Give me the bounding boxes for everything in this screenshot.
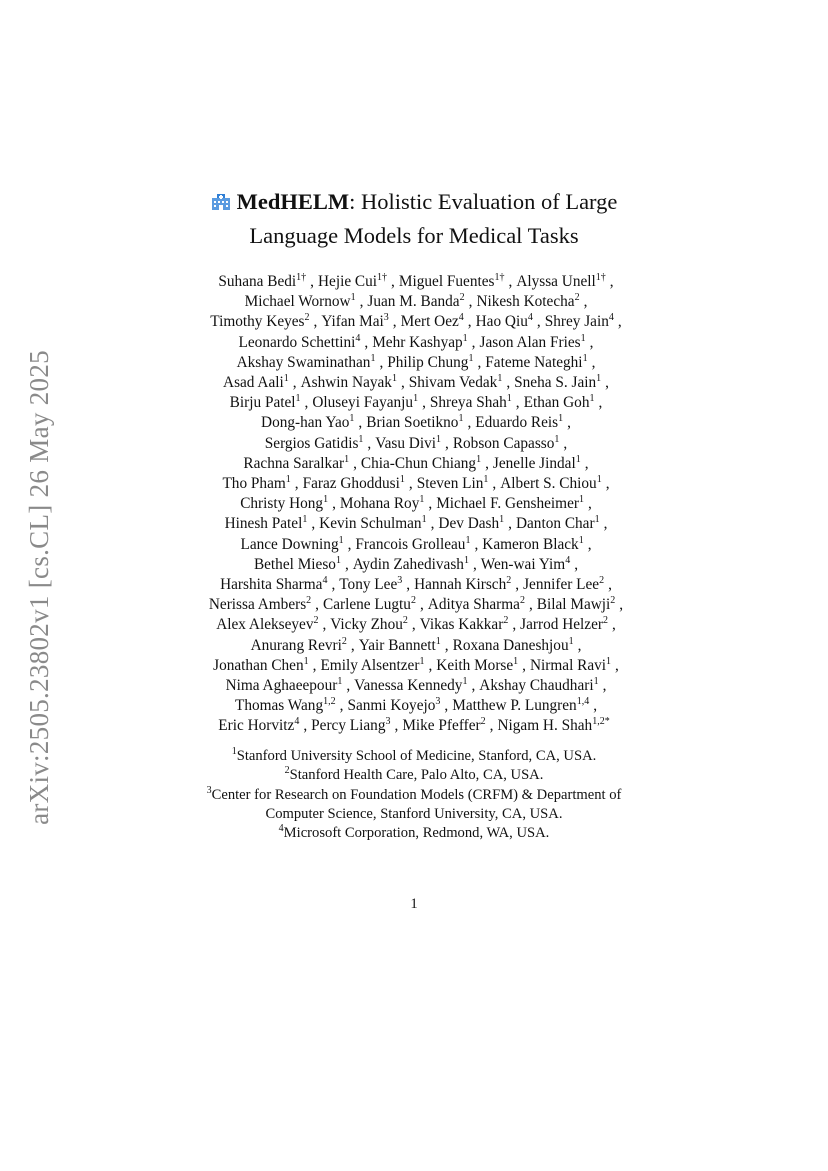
author-name	[453, 435, 560, 452]
author-name	[482, 536, 583, 553]
author-line: Christy Hong$^1$ , Mohana Roy$^1$ , Michael F. Gensheimer$^1$ ,	[240, 494, 592, 513]
author-name-text: Vikas Kakkar	[419, 616, 504, 634]
author-affiliation-mark: 1	[436, 433, 441, 445]
author-affiliation-mark: 1	[399, 474, 405, 486]
affiliation-line	[120, 747, 708, 766]
author-name	[361, 455, 481, 472]
author-name	[223, 374, 289, 391]
author-name	[530, 657, 611, 674]
author-affiliation-mark: 1,2*	[592, 716, 610, 728]
author-affiliation-mark: 1	[344, 453, 350, 465]
author-affiliation-mark: 1	[419, 494, 425, 506]
author-name	[438, 515, 504, 532]
author-name	[417, 475, 489, 492]
author-name	[330, 616, 408, 633]
author-name	[323, 596, 416, 613]
author-name	[476, 313, 533, 330]
author-name-text: Leonardo Schettini	[238, 333, 356, 351]
author-affiliation-mark: 1,4	[576, 696, 590, 708]
author-name-text: Sanmi Koyejo	[347, 697, 436, 715]
author-affiliation-mark: 3	[435, 696, 441, 708]
author-name-text: Chia-Chun Chiang	[360, 454, 477, 472]
author-name-text: Sergios Gatidis	[264, 434, 359, 452]
author-affiliation-mark: 1	[568, 635, 574, 647]
author-name-text: Percy Liang	[311, 717, 386, 735]
author-affiliation-mark: 1	[391, 373, 397, 385]
author-name-text: Thomas Wang	[234, 697, 324, 715]
author-line: Harshita Sharma$^4$ , Tony Lee$^3$ , Hannah Kirsch$^2$ , Jennifer Lee$^2$ ,	[220, 575, 612, 594]
author-name	[537, 596, 616, 613]
author-affiliation-mark: 2	[480, 716, 486, 728]
author-affiliation-mark: 1	[463, 554, 469, 566]
author-name	[240, 536, 343, 553]
affiliation-line	[120, 766, 708, 785]
author-name-text: Roxana Daneshjou	[452, 636, 569, 654]
author-affiliation-mark: 1	[606, 655, 612, 667]
author-list	[100, 272, 728, 737]
author-affiliation-mark: 1	[476, 453, 482, 465]
author-name	[303, 475, 405, 492]
author-name-text: Carlene Lugtu	[323, 596, 411, 614]
author-name	[353, 556, 469, 573]
author-affiliation-mark: 2	[599, 575, 605, 587]
author-affiliation-mark: 1	[337, 676, 343, 688]
author-name-text: Aydin Zahedivash	[352, 555, 464, 573]
author-name-text: Timothy Keyes	[210, 313, 305, 331]
author-affiliation-mark: 1†	[377, 272, 388, 283]
author-affiliation-mark: 1†	[494, 272, 505, 283]
arxiv-stamp-text: arXiv:2505.23802v1 [cs.CL] 26 May 2025	[23, 349, 54, 825]
author-name-text: Michael Wornow	[244, 293, 351, 311]
author-affiliation-mark: 1	[465, 534, 471, 546]
author-name-text: Emily Alsentzer	[320, 656, 420, 674]
author-name	[372, 334, 467, 351]
author-affiliation-mark: 1	[413, 393, 419, 405]
author-name	[301, 374, 397, 391]
author-line: Alex Alekseyev$^2$ , Vicky Zhou$^2$ , Vikas Kakkar$^2$ , Jarrod Helzer$^2$ ,	[216, 615, 616, 634]
author-name	[430, 394, 512, 411]
author-affiliation-mark: 1	[506, 393, 512, 405]
author-affiliation-mark: 2	[313, 615, 319, 627]
author-name	[230, 394, 301, 411]
author-affiliation-mark: 1,2	[323, 696, 336, 708]
author-affiliation-mark: 1	[578, 494, 584, 506]
author-affiliation-mark: 4	[458, 312, 464, 324]
author-name-text: Kevin Schulman	[319, 515, 422, 533]
author-affiliation-mark: 1	[582, 352, 588, 364]
author-name	[354, 677, 467, 694]
author-affiliation-mark: 2	[602, 615, 608, 627]
author-affiliation-mark: 1	[578, 534, 584, 546]
author-name	[261, 414, 354, 431]
author-affiliation-mark: 1	[554, 433, 560, 445]
author-name	[251, 637, 347, 654]
author-name-text: Juan M. Banda	[367, 293, 460, 311]
author-affiliation-mark: 3	[397, 575, 403, 587]
author-name-text: Matthew P. Lungren	[452, 697, 577, 715]
hospital-building-icon	[211, 188, 231, 220]
author-name-text: Jennifer Lee	[523, 576, 600, 594]
author-name-text: Nima Aghaeepour	[225, 677, 338, 695]
author-name	[375, 435, 441, 452]
author-name-text: Jonathan Chen	[213, 656, 304, 674]
author-name	[213, 657, 309, 674]
author-name-text: Shreya Shah	[429, 394, 507, 412]
author-name	[240, 495, 328, 512]
author-affiliation-mark: 1	[468, 352, 474, 364]
author-name-text: Eric Horvitz	[218, 717, 295, 735]
author-affiliation-mark: 1	[295, 393, 301, 405]
author-affiliation-mark: 2	[402, 615, 408, 627]
author-name-text: Lance Downing	[240, 535, 339, 553]
author-affiliation-mark: 1	[358, 433, 364, 445]
author-name-text: Faraz Ghoddusi	[302, 475, 400, 493]
author-name	[485, 354, 587, 371]
author-affiliation-mark: 1	[513, 655, 519, 667]
author-affiliation-mark: 2	[410, 595, 416, 607]
author-name	[493, 455, 581, 472]
author-name	[245, 293, 356, 310]
author-affiliation-mark: 1	[303, 655, 309, 667]
author-name	[366, 414, 463, 431]
author-name-text: Miguel Fuentes	[398, 273, 495, 290]
author-affiliation-mark: 2	[506, 575, 512, 587]
author-name	[216, 616, 318, 633]
author-name	[481, 556, 570, 573]
author-name-text: Tho Pham	[222, 475, 286, 493]
author-affiliation-mark: 1	[349, 413, 355, 425]
author-affiliation-mark: 1	[335, 554, 341, 566]
author-name-text: Bethel Mieso	[253, 555, 336, 573]
author-affiliation-mark: 1	[499, 514, 505, 526]
author-affiliation-mark: 2	[574, 292, 580, 304]
author-name-text: Mohana Roy	[339, 495, 420, 513]
author-line: Hinesh Patel$^1$ , Kevin Schulman$^1$ , Dev Dash$^1$ , Danton Char$^1$ ,	[224, 514, 608, 533]
author-affiliation-mark: 2	[459, 292, 465, 304]
author-name	[520, 616, 608, 633]
author-affiliation-mark: 1	[462, 676, 468, 688]
author-name-text: Akshay Swaminathan	[236, 353, 371, 371]
affiliation-text: Computer Science, Stanford University, CA, USA.	[265, 805, 563, 822]
author-name	[420, 616, 509, 633]
author-name	[226, 677, 343, 694]
author-name-text: Shivam Vedak	[408, 374, 498, 392]
author-name-text: Hejie Cui	[317, 273, 378, 290]
author-affiliation-mark: 4	[608, 312, 614, 324]
author-name-text: Asad Aali	[223, 374, 284, 392]
author-line: Bethel Mieso$^1$ , Aydin Zahedivash$^1$ , Wen-wai Yim$^4$ ,	[253, 554, 579, 573]
author-name	[237, 354, 376, 371]
author-name	[243, 455, 349, 472]
author-name-text: Alyssa Unell	[516, 273, 596, 290]
author-name	[452, 697, 589, 714]
author-affiliation-mark: 1	[558, 413, 564, 425]
author-name	[265, 435, 364, 452]
author-line: Dong-han Yao$^1$ , Brian Soetikno$^1$ , Eduardo Reis$^1$ ,	[261, 413, 571, 432]
author-name	[479, 677, 598, 694]
affiliation-line	[120, 824, 708, 843]
author-name-text: Hinesh Patel	[224, 515, 303, 533]
affiliation-line	[120, 786, 708, 805]
author-name	[340, 495, 424, 512]
affiliation-text: Center for Research on Foundation Models (CRFM) & Department of	[211, 786, 622, 803]
author-name-text: Danton Char	[515, 515, 595, 533]
author-name-text: Bilal Mawji	[536, 596, 611, 614]
author-affiliation-mark: 1†	[296, 272, 307, 283]
author-name	[225, 515, 308, 532]
author-name-text: Philip Chung	[387, 353, 469, 371]
author-affiliation-mark: 1	[593, 676, 599, 688]
author-name	[218, 273, 306, 290]
author-line: Nerissa Ambers$^2$ , Carlene Lugtu$^2$ , Aditya Sharma$^2$ , Bilal Mawji$^2$ ,	[208, 595, 624, 614]
author-name-text: Nigam H. Shah	[497, 717, 593, 735]
author-name	[239, 334, 361, 351]
author-name-text: Dev Dash	[438, 515, 500, 533]
author-name-text: Michael F. Gensheimer	[436, 495, 579, 513]
author-line: Timothy Keyes$^2$ , Yifan Mai$^3$ , Mert Oez$^4$ , Hao Qiu$^4$ , Shrey Jain$^4$ ,	[210, 312, 622, 331]
author-affiliation-mark: 2	[306, 595, 312, 607]
author-line: Akshay Swaminathan$^1$ , Philip Chung$^1$ , Fateme Nateghi$^1$ ,	[236, 352, 596, 371]
author-affiliation-mark: 1	[283, 373, 289, 385]
author-line: Thomas Wang$^{1,2}$ , Sanmi Koyejo$^3$ , Matthew P. Lungren$^{1,4}$ ,	[234, 696, 598, 715]
author-name	[402, 717, 485, 734]
author-name-text: Nirmal Ravi	[530, 656, 607, 674]
author-name	[475, 414, 563, 431]
author-name-text: Tony Lee	[339, 576, 398, 594]
author-line: Asad Aali$^1$ , Ashwin Nayak$^1$ , Shivam Vedak$^1$ , Sneha S. Jain$^1$ ,	[223, 373, 609, 392]
affiliation-number: 3	[206, 784, 212, 796]
affiliation-text: Microsoft Corporation, Redmond, WA, USA.	[283, 825, 550, 842]
author-affiliation-mark: 1	[338, 534, 344, 546]
author-affiliation-mark: 3	[383, 312, 389, 324]
author-name	[516, 515, 600, 532]
author-line: Sergios Gatidis$^1$ , Vasu Divi$^1$ , Robson Capasso$^1$ ,	[264, 433, 568, 452]
author-name	[319, 515, 426, 532]
author-name-text: Yair Bannett	[358, 636, 436, 654]
author-name-text: Mert Oez	[400, 313, 459, 331]
author-name-text: Anurang Revri	[250, 636, 342, 654]
author-line: Nima Aghaeepour$^1$ , Vanessa Kennedy$^1$ , Akshay Chaudhari$^1$ ,	[225, 676, 607, 695]
author-name-text: Ethan Goh	[523, 394, 590, 412]
affiliation-text: Stanford University School of Medicine, Stanford, CA, USA.	[236, 748, 597, 764]
author-name	[387, 354, 473, 371]
author-affiliation-mark: 1	[435, 635, 441, 647]
affiliation-number: 2	[284, 765, 290, 777]
author-name	[500, 475, 601, 492]
author-line: Anurang Revri$^2$ , Yair Bannett$^1$ , Roxana Daneshjou$^1$ ,	[250, 635, 582, 654]
author-affiliation-mark: 2	[304, 312, 310, 324]
author-affiliation-mark: 1†	[595, 272, 606, 283]
author-affiliation-mark: 2	[341, 635, 347, 647]
author-name	[320, 657, 424, 674]
affiliation-list	[120, 747, 708, 843]
author-name	[545, 313, 614, 330]
affiliation-line	[120, 805, 708, 824]
author-affiliation-mark: 1	[497, 373, 503, 385]
author-affiliation-mark: 1	[483, 474, 489, 486]
author-affiliation-mark: 4	[322, 575, 328, 587]
author-name	[235, 697, 336, 714]
author-name	[347, 697, 440, 714]
author-name-text: Vanessa Kennedy	[354, 677, 463, 695]
author-affiliation-mark: 1	[462, 332, 468, 344]
author-name-text: Kameron Black	[482, 535, 579, 553]
author-name	[312, 394, 418, 411]
author-name-text: Vicky Zhou	[330, 616, 403, 634]
author-name-text: Rachna Saralkar	[243, 454, 345, 472]
author-name	[339, 576, 402, 593]
author-name-text: Nikesh Kotecha	[476, 293, 575, 311]
author-line: Tho Pham$^1$ , Faraz Ghoddusi$^1$ , Steven Lin$^1$ , Albert S. Chiou$^1$ ,	[222, 474, 610, 493]
author-name-text: Ashwin Nayak	[300, 374, 392, 392]
affiliation-text: Stanford Health Care, Palo Alto, CA, USA.	[289, 767, 544, 784]
author-affiliation-mark: 1	[323, 494, 329, 506]
author-name	[399, 273, 505, 290]
author-affiliation-mark: 1	[285, 474, 291, 486]
author-line: Rachna Saralkar$^1$ , Chia-Chun Chiang$^1$ , Jenelle Jindal$^1$ ,	[243, 453, 589, 472]
author-name-text: Yifan Mai	[321, 313, 384, 331]
author-name	[222, 475, 290, 492]
author-name-text: Eduardo Reis	[475, 414, 559, 432]
author-affiliation-mark: 1	[350, 292, 356, 304]
author-line: Leonardo Schettini$^4$ , Mehr Kashyap$^1$ , Jason Alan Fries$^1$ ,	[238, 332, 594, 351]
author-affiliation-mark: 1	[575, 453, 581, 465]
author-name	[516, 273, 605, 290]
arxiv-identifier-stamp	[18, 344, 60, 830]
author-name-text: Shrey Jain	[544, 313, 609, 331]
author-affiliation-mark: 2	[519, 595, 525, 607]
author-name-text: Birju Patel	[229, 394, 296, 412]
author-name-text: Brian Soetikno	[366, 414, 459, 432]
author-affiliation-mark: 1	[302, 514, 308, 526]
author-name	[428, 596, 525, 613]
author-name-text: Aditya Sharma	[427, 596, 520, 614]
author-name-text: Harshita Sharma	[220, 576, 323, 594]
author-affiliation-mark: 4	[294, 716, 300, 728]
author-name	[523, 576, 604, 593]
author-name	[359, 637, 441, 654]
author-affiliation-mark: 3	[385, 716, 391, 728]
author-name-text: Alex Alekseyev	[216, 616, 314, 634]
author-affiliation-mark: 1	[421, 514, 427, 526]
author-name-text: Dong-han Yao	[261, 414, 350, 432]
author-name	[311, 717, 390, 734]
author-name-text: Akshay Chaudhari	[479, 677, 594, 695]
title-line1-rest: : Holistic Evaluation of Large	[349, 189, 618, 214]
author-name-text: Keith Morse	[436, 656, 514, 674]
author-name	[355, 536, 470, 553]
author-name-text: Hao Qiu	[475, 313, 528, 331]
author-affiliation-mark: 1	[596, 373, 602, 385]
author-line: Jonathan Chen$^1$ , Emily Alsentzer$^1$ , Keith Morse$^1$ , Nirmal Ravi$^1$ ,	[213, 655, 619, 674]
author-affiliation-mark: 1	[580, 332, 586, 344]
author-name-text: Robson Capasso	[452, 434, 555, 452]
author-name	[321, 313, 388, 330]
author-name-text: Jason Alan Fries	[479, 333, 581, 351]
author-name-text: Albert S. Chiou	[500, 475, 597, 493]
author-affiliation-mark: 1	[370, 352, 376, 364]
author-name	[220, 576, 327, 593]
author-name	[210, 313, 309, 330]
author-name	[414, 576, 511, 593]
author-name	[401, 313, 464, 330]
author-affiliation-mark: 4	[527, 312, 533, 324]
author-name-text: Sneha S. Jain	[514, 374, 597, 392]
author-affiliation-mark: 2	[610, 595, 616, 607]
author-name	[367, 293, 464, 310]
author-name-text: Fateme Nateghi	[485, 353, 583, 371]
author-name	[436, 495, 584, 512]
author-name	[209, 596, 311, 613]
author-affiliation-mark: 4	[355, 332, 361, 344]
author-name	[480, 334, 586, 351]
author-affiliation-mark: 1	[594, 514, 600, 526]
author-affiliation-mark: 1	[458, 413, 464, 425]
author-line: Michael Wornow$^1$ , Juan M. Banda$^2$ , Nikesh Kotecha$^2$ ,	[244, 292, 588, 311]
author-name-text: Jenelle Jindal	[492, 454, 576, 472]
author-name	[453, 637, 574, 654]
author-name	[318, 273, 387, 290]
author-affiliation-mark: 2	[503, 615, 509, 627]
author-line: Birju Patel$^1$ , Oluseyi Fayanju$^1$ , Shreya Shah$^1$ , Ethan Goh$^1$ ,	[229, 393, 603, 412]
author-name-text: Francois Grolleau	[355, 535, 466, 553]
author-affiliation-mark: 1	[596, 474, 602, 486]
author-name	[514, 374, 601, 391]
author-name	[436, 657, 518, 674]
affiliation-number: 1	[231, 746, 237, 757]
author-name-text: Suhana Bedi	[218, 273, 297, 290]
author-line: Lance Downing$^1$ , Francois Grolleau$^1$ , Kameron Black$^1$ ,	[240, 534, 592, 553]
author-name-text: Mike Pfeffer	[402, 717, 481, 735]
page-number: 1	[410, 896, 418, 912]
author-name	[218, 717, 299, 734]
author-affiliation-mark: 1	[589, 393, 595, 405]
author-line: Eric Horvitz$^4$ , Percy Liang$^3$ , Mike Pfeffer$^2$ , Nigam H. Shah$^{1,2*}$	[218, 716, 610, 735]
author-name	[497, 717, 609, 734]
author-affiliation-mark: 4	[565, 554, 571, 566]
author-line: Suhana Bedi$^{1\dagger}$ , Hejie Cui$^{1\dagger}$ , Miguel Fuentes$^{1\dagger}$ , Alyssa Unell$^{1\dagger}$ ,	[218, 272, 614, 290]
author-name	[254, 556, 341, 573]
author-name-text: Wen-wai Yim	[480, 555, 566, 573]
author-name-text: Nerissa Ambers	[208, 596, 307, 614]
author-name-text: Jarrod Helzer	[520, 616, 603, 634]
author-affiliation-mark: 1	[419, 655, 425, 667]
author-name	[476, 293, 579, 310]
author-name-text: Mehr Kashyap	[372, 333, 463, 351]
paper-title	[120, 186, 708, 252]
author-name-text: Oluseyi Fayanju	[312, 394, 414, 412]
affiliation-number: 4	[278, 823, 284, 835]
author-name	[409, 374, 503, 391]
author-name-text: Steven Lin	[416, 475, 484, 493]
title-bold-name: MedHELM	[236, 189, 350, 214]
author-name-text: Vasu Divi	[375, 434, 436, 452]
author-name	[524, 394, 595, 411]
title-line2: Language Models for Medical Tasks	[249, 223, 579, 248]
author-name-text: Hannah Kirsch	[414, 576, 507, 594]
author-name-text: Christy Hong	[240, 495, 324, 513]
